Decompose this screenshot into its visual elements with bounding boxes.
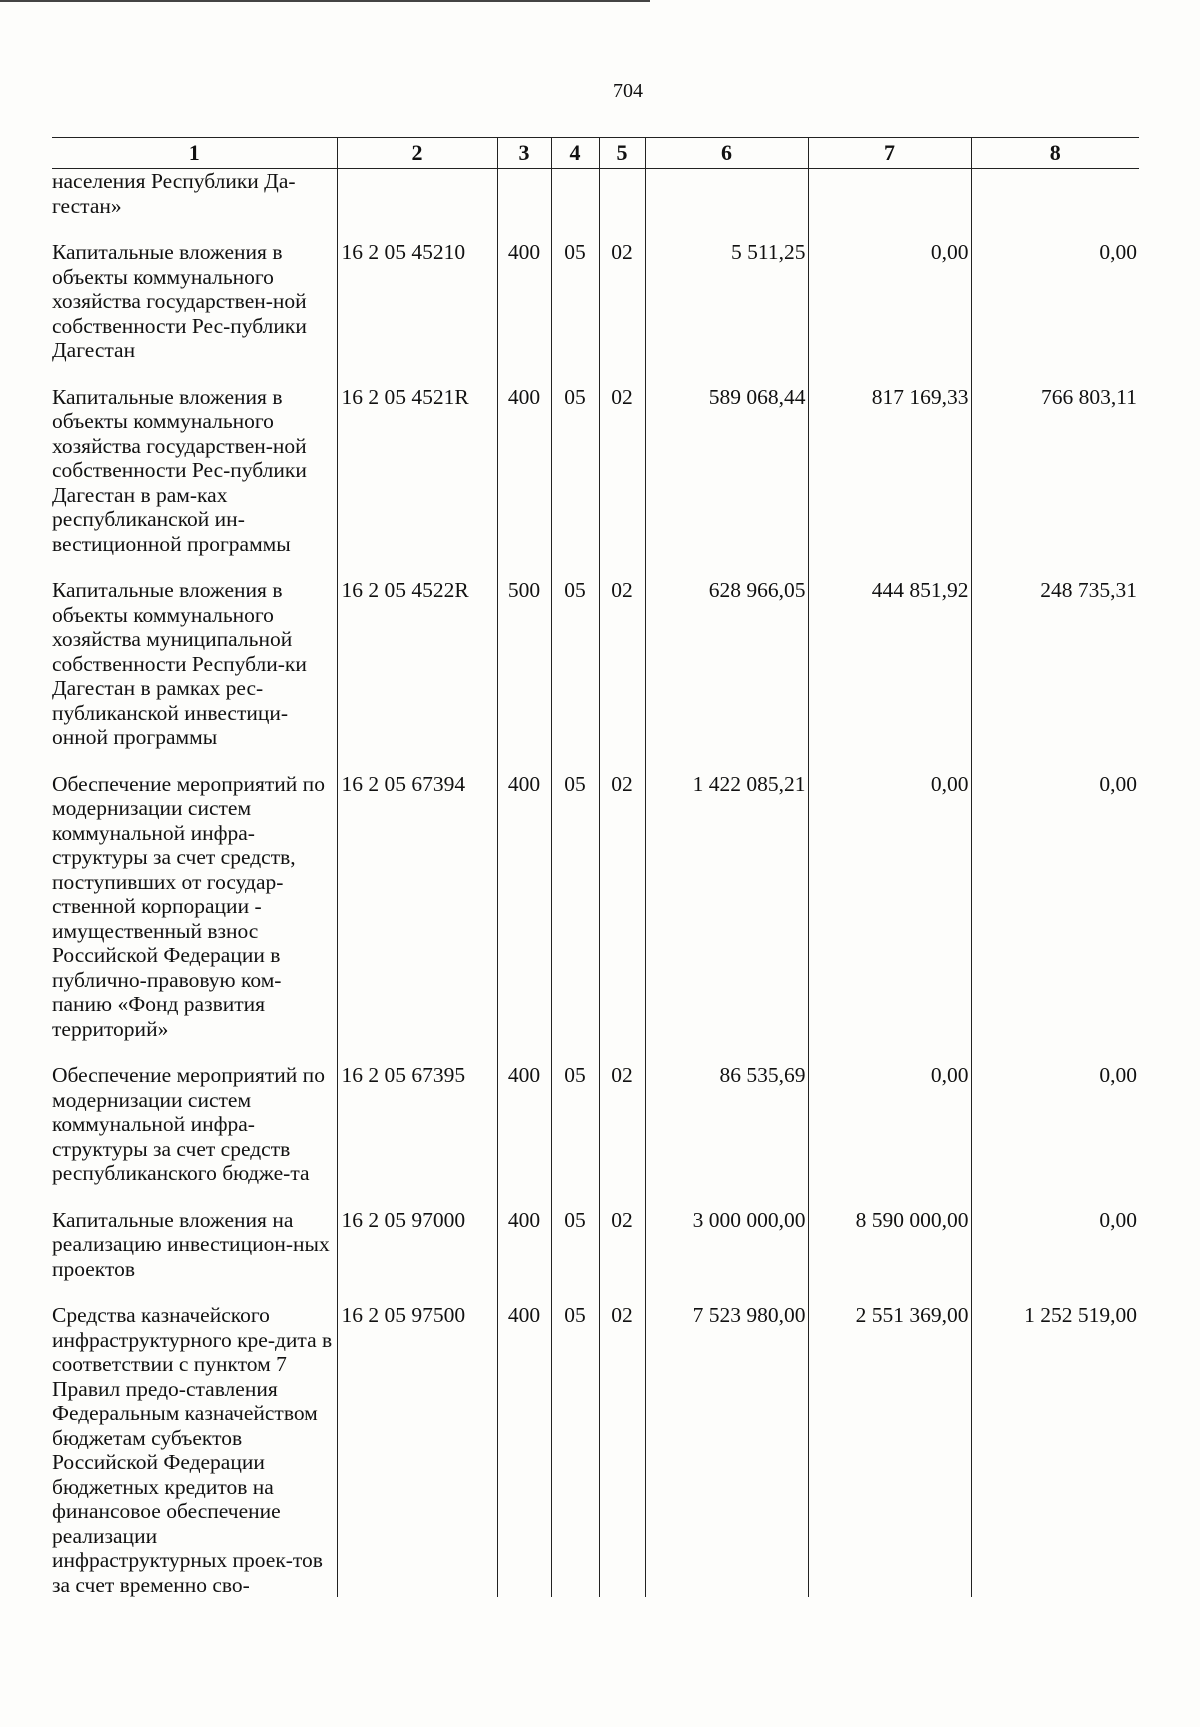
row-col5: 02 xyxy=(599,385,645,557)
row-name: Капитальные вложения в объекты коммунального хозяйства государствен-ной собственности Рес-публики Дагестан xyxy=(52,240,337,363)
row-code: 16 2 05 67394 xyxy=(337,772,497,1042)
row-value-8: 0,00 xyxy=(971,772,1139,1042)
row-value-7: 2 551 369,00 xyxy=(808,1303,971,1597)
spacer-cell xyxy=(52,1041,337,1063)
header-col-3: 3 xyxy=(497,138,551,169)
row-value-6: 1 422 085,21 xyxy=(645,772,808,1042)
row-value-8: 0,00 xyxy=(971,1063,1139,1186)
row-col5: 02 xyxy=(599,578,645,750)
row-col4: 05 xyxy=(551,1208,599,1282)
row-value-6 xyxy=(645,169,808,219)
spacer-cell xyxy=(808,1041,971,1063)
row-col3: 400 xyxy=(497,1303,551,1597)
spacer-cell xyxy=(645,1281,808,1303)
spacer-cell xyxy=(808,1186,971,1208)
row-code: 16 2 05 4521R xyxy=(337,385,497,557)
spacer-cell xyxy=(971,218,1139,240)
spacer-cell xyxy=(808,750,971,772)
row-col3: 400 xyxy=(497,240,551,363)
spacer-cell xyxy=(599,363,645,385)
row-spacer xyxy=(52,556,1139,578)
spacer-cell xyxy=(599,750,645,772)
row-col4: 05 xyxy=(551,385,599,557)
spacer-cell xyxy=(599,556,645,578)
spacer-cell xyxy=(808,218,971,240)
header-col-5: 5 xyxy=(599,138,645,169)
row-spacer xyxy=(52,363,1139,385)
spacer-cell xyxy=(52,556,337,578)
row-value-7: 8 590 000,00 xyxy=(808,1208,971,1282)
header-col-1: 1 xyxy=(52,138,337,169)
spacer-cell xyxy=(971,750,1139,772)
row-code xyxy=(337,169,497,219)
spacer-cell xyxy=(497,1281,551,1303)
spacer-cell xyxy=(645,750,808,772)
row-value-7: 444 851,92 xyxy=(808,578,971,750)
spacer-cell xyxy=(497,556,551,578)
spacer-cell xyxy=(497,1041,551,1063)
row-col5: 02 xyxy=(599,1063,645,1186)
spacer-cell xyxy=(551,1281,599,1303)
row-col4: 05 xyxy=(551,1303,599,1597)
spacer-cell xyxy=(551,1186,599,1208)
spacer-cell xyxy=(551,218,599,240)
row-value-8: 248 735,31 xyxy=(971,578,1139,750)
row-value-6: 5 511,25 xyxy=(645,240,808,363)
row-value-7: 0,00 xyxy=(808,772,971,1042)
row-name: Капитальные вложения на реализацию инвестицион-ных проектов xyxy=(52,1208,337,1282)
row-col4: 05 xyxy=(551,240,599,363)
spacer-cell xyxy=(337,363,497,385)
spacer-cell xyxy=(52,750,337,772)
spacer-cell xyxy=(971,1186,1139,1208)
row-value-7 xyxy=(808,169,971,219)
page-number: 704 xyxy=(613,80,643,102)
row-col3: 400 xyxy=(497,1208,551,1282)
spacer-cell xyxy=(337,218,497,240)
spacer-cell xyxy=(337,750,497,772)
spacer-cell xyxy=(808,1281,971,1303)
spacer-cell xyxy=(337,1041,497,1063)
spacer-cell xyxy=(337,1186,497,1208)
row-code: 16 2 05 4522R xyxy=(337,578,497,750)
spacer-cell xyxy=(808,556,971,578)
spacer-cell xyxy=(971,1281,1139,1303)
row-value-8: 766 803,11 xyxy=(971,385,1139,557)
row-col3 xyxy=(497,169,551,219)
row-col4: 05 xyxy=(551,772,599,1042)
spacer-cell xyxy=(497,750,551,772)
row-value-8: 0,00 xyxy=(971,240,1139,363)
header-col-2: 2 xyxy=(337,138,497,169)
row-col5: 02 xyxy=(599,1303,645,1597)
table-row xyxy=(52,1063,1139,1186)
row-value-7: 0,00 xyxy=(808,240,971,363)
spacer-cell xyxy=(808,363,971,385)
spacer-cell xyxy=(497,363,551,385)
spacer-cell xyxy=(52,218,337,240)
row-value-8: 1 252 519,00 xyxy=(971,1303,1139,1597)
budget-table xyxy=(52,137,1139,1597)
spacer-cell xyxy=(599,1281,645,1303)
header-col-6: 6 xyxy=(645,138,808,169)
row-col3: 500 xyxy=(497,578,551,750)
row-value-6: 589 068,44 xyxy=(645,385,808,557)
row-name: Средства казначейского инфраструктурного кре-дита в соответствии с пунктом 7 Правил предо-ставления Федеральным казначейством бюджетам субъектов Российской Федерации бюджетных кредитов на финансовое обеспечение реализации инфраструктурных проек-тов за счет временно сво- xyxy=(52,1303,337,1597)
spacer-cell xyxy=(497,1186,551,1208)
row-value-8: 0,00 xyxy=(971,1208,1139,1282)
row-name: Капитальные вложения в объекты коммунального хозяйства государствен-ной собственности Рес-публики Дагестан в рам-ках республиканской ин-вестиционной программы xyxy=(52,385,337,557)
row-col3: 400 xyxy=(497,385,551,557)
spacer-cell xyxy=(599,1186,645,1208)
row-spacer xyxy=(52,1281,1139,1303)
spacer-cell xyxy=(497,218,551,240)
header-col-8: 8 xyxy=(971,138,1139,169)
scan-top-rule xyxy=(0,0,650,2)
row-name: Капитальные вложения в объекты коммунального хозяйства муниципальной собственности Республи-ки Дагестан в рамках рес-публиканской инвестици-онной программы xyxy=(52,578,337,750)
row-code: 16 2 05 97000 xyxy=(337,1208,497,1282)
table-row xyxy=(52,578,1139,750)
row-spacer xyxy=(52,218,1139,240)
row-code: 16 2 05 67395 xyxy=(337,1063,497,1186)
table-row xyxy=(52,772,1139,1042)
header-col-4: 4 xyxy=(551,138,599,169)
row-col3: 400 xyxy=(497,1063,551,1186)
spacer-cell xyxy=(337,1281,497,1303)
row-code: 16 2 05 97500 xyxy=(337,1303,497,1597)
spacer-cell xyxy=(645,556,808,578)
header-col-7: 7 xyxy=(808,138,971,169)
row-name: Обеспечение мероприятий по модернизации систем коммунальной инфра-структуры за счет средств республиканского бюдже-та xyxy=(52,1063,337,1186)
table-body xyxy=(52,169,1139,1598)
spacer-cell xyxy=(971,556,1139,578)
row-name: Обеспечение мероприятий по модернизации систем коммунальной инфра-структуры за счет средств, поступивших от государ-ственной корпорации - имущественный взнос Российской Федерации в публично-правовую ком-панию «Фонд развития территорий» xyxy=(52,772,337,1042)
row-spacer xyxy=(52,1186,1139,1208)
table-row xyxy=(52,1208,1139,1282)
row-value-6: 7 523 980,00 xyxy=(645,1303,808,1597)
spacer-cell xyxy=(645,1186,808,1208)
table-row xyxy=(52,240,1139,363)
row-col4 xyxy=(551,169,599,219)
row-col5 xyxy=(599,169,645,219)
row-value-6: 86 535,69 xyxy=(645,1063,808,1186)
row-value-8 xyxy=(971,169,1139,219)
spacer-cell xyxy=(551,1041,599,1063)
spacer-cell xyxy=(599,218,645,240)
spacer-cell xyxy=(971,1041,1139,1063)
row-code: 16 2 05 45210 xyxy=(337,240,497,363)
row-value-7: 0,00 xyxy=(808,1063,971,1186)
spacer-cell xyxy=(599,1041,645,1063)
spacer-cell xyxy=(645,218,808,240)
spacer-cell xyxy=(52,1281,337,1303)
table-row xyxy=(52,385,1139,557)
row-spacer xyxy=(52,1041,1139,1063)
row-value-7: 817 169,33 xyxy=(808,385,971,557)
spacer-cell xyxy=(52,1186,337,1208)
spacer-cell xyxy=(645,363,808,385)
spacer-cell xyxy=(645,1041,808,1063)
row-col4: 05 xyxy=(551,1063,599,1186)
row-value-6: 628 966,05 xyxy=(645,578,808,750)
table-row xyxy=(52,1303,1139,1597)
spacer-cell xyxy=(551,363,599,385)
spacer-cell xyxy=(52,363,337,385)
row-col5: 02 xyxy=(599,1208,645,1282)
budget-table-wrapper xyxy=(52,137,1139,1597)
spacer-cell xyxy=(551,556,599,578)
spacer-cell xyxy=(551,750,599,772)
row-col4: 05 xyxy=(551,578,599,750)
spacer-cell xyxy=(971,363,1139,385)
row-spacer xyxy=(52,750,1139,772)
row-value-6: 3 000 000,00 xyxy=(645,1208,808,1282)
table-row xyxy=(52,169,1139,219)
header-row xyxy=(52,138,1139,169)
row-name: населения Республики Да- гестан» xyxy=(52,169,337,219)
row-col5: 02 xyxy=(599,772,645,1042)
row-col5: 02 xyxy=(599,240,645,363)
spacer-cell xyxy=(337,556,497,578)
row-col3: 400 xyxy=(497,772,551,1042)
